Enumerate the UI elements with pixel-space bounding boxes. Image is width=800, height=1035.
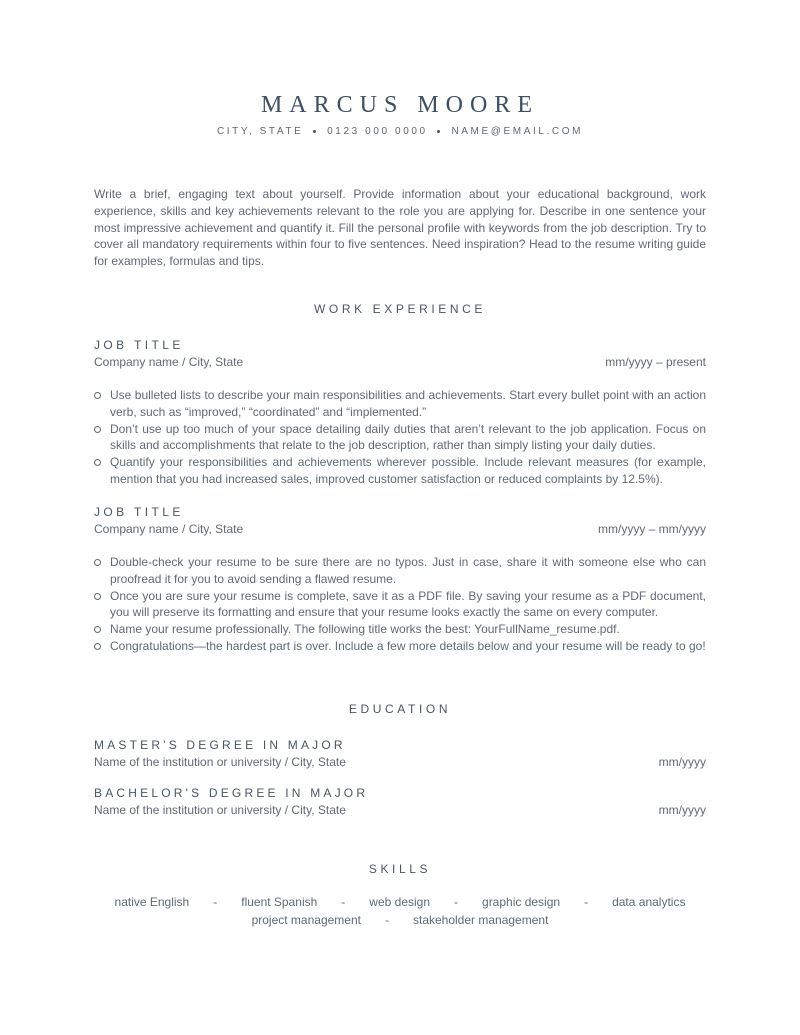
hollow-bullet-icon xyxy=(94,426,101,433)
hollow-bullet-icon xyxy=(94,459,101,466)
job-bullet xyxy=(94,454,706,488)
skill-item: project management xyxy=(251,913,361,927)
education-entry xyxy=(94,737,706,771)
degree-title: BACHELOR'S DEGREE IN MAJOR xyxy=(94,786,369,800)
education-heading: EDUCATION xyxy=(348,702,452,716)
education-institution: Name of the institution or university / City, State xyxy=(94,803,346,817)
hollow-bullet-icon xyxy=(94,559,101,566)
contact-location: CITY, STATE xyxy=(216,126,304,137)
education-entry xyxy=(94,785,706,819)
hollow-bullet-icon xyxy=(94,626,101,633)
skills-heading: SKILLS xyxy=(368,862,432,876)
hollow-bullet-icon xyxy=(94,392,101,399)
job-bullet-text: Name your resume professionally. The following title works the best: YourFullName_resume.pdf. xyxy=(110,622,620,637)
job-bullet-text: Double-check your resume to be sure there are no typos. Just in case, share it with someone else who can proofread it for you to avoid sending a flawed resume. xyxy=(110,555,706,586)
skill-item: web design xyxy=(369,895,431,909)
skills-list xyxy=(94,893,706,929)
job-bullet xyxy=(94,588,706,622)
skill-separator: - xyxy=(454,895,459,909)
job-company: Company name / City, State xyxy=(94,522,244,536)
job-dates: mm/yyyy – present xyxy=(605,355,706,369)
job-dates: mm/yyyy – mm/yyyy xyxy=(598,522,706,536)
skill-separator: - xyxy=(341,895,346,909)
hollow-bullet-icon xyxy=(94,643,101,650)
contact-phone: 0123 000 0000 xyxy=(327,126,428,137)
job-bullet xyxy=(94,387,706,421)
profile-summary: Write a brief, engaging text about yourself. Provide information about your educational background, work experience, skills and key achievements relevant to the role you are applying for. Describe in one sentence your most impressive achievement and quantify it. Fill the personal profile with keywords from the job description. Try to cover all mandatory requirements within four to five sentences. Need inspiration? Head to the resume writing guide for examples, formulas and tips. xyxy=(94,187,706,269)
bullet-separator-icon xyxy=(437,130,440,133)
hollow-bullet-icon xyxy=(94,593,101,600)
job-title: JOB TITLE xyxy=(94,338,184,352)
job-bullet-text: Congratulations—the hardest part is over. Include a few more details below and your resume will be ready to go! xyxy=(110,638,706,653)
job-title: JOB TITLE xyxy=(94,505,184,519)
job-bullet-text: Use bulleted lists to describe your main responsibilities and achievements. Start every bullet point with an action verb, such as “improved,” “coordinated” and “implemented.” xyxy=(110,388,706,419)
candidate-name: MARCUS MOORE xyxy=(260,92,540,118)
degree-title: MASTER'S DEGREE IN MAJOR xyxy=(94,738,346,752)
contact-line xyxy=(0,126,800,137)
skill-item: stakeholder management xyxy=(412,913,549,927)
bullet-separator-icon xyxy=(313,130,316,133)
job-meta-row xyxy=(94,354,706,371)
education-date: mm/yyyy xyxy=(658,803,706,817)
skills-line xyxy=(94,893,706,911)
job-bullet xyxy=(94,638,706,655)
job-bullet xyxy=(94,421,706,455)
job-entry xyxy=(94,504,706,655)
skill-item: fluent Spanish xyxy=(241,895,318,909)
job-meta-row xyxy=(94,521,706,538)
contact-email: NAME@EMAIL.COM xyxy=(451,126,584,137)
job-company: Company name / City, State xyxy=(94,355,244,369)
skill-item: graphic design xyxy=(482,895,561,909)
education-institution: Name of the institution or university / City, State xyxy=(94,755,346,769)
skill-separator: - xyxy=(384,913,389,927)
skill-separator: - xyxy=(213,895,218,909)
job-bullet xyxy=(94,621,706,638)
skill-separator: - xyxy=(584,895,589,909)
job-bullet-list xyxy=(94,387,706,488)
education-date: mm/yyyy xyxy=(658,755,706,769)
education-meta-row xyxy=(94,802,706,819)
job-bullet-text: Quantify your responsibilities and achievements wherever possible. Include relevant measures (for example, mention that you had increased sales, improved customer satisfaction or reduced complaints by 12.5%). xyxy=(110,455,706,486)
skill-item: data analytics xyxy=(612,895,686,909)
job-entry xyxy=(94,337,706,488)
skill-item: native English xyxy=(114,895,190,909)
work-experience-heading: WORK EXPERIENCE xyxy=(313,302,487,316)
skills-line xyxy=(94,911,706,929)
job-bullet xyxy=(94,554,706,588)
job-bullet-text: Once you are sure your resume is complete, save it as a PDF file. By saving your resume as a PDF document, you will preserve its formatting and ensure that your resume looks exactly the same on every computer. xyxy=(110,588,706,620)
education-meta-row xyxy=(94,754,706,771)
job-bullet-text: Don’t use up too much of your space detailing daily duties that aren’t relevant to the job application. Focus on skills and accomplishments that relate to the job description, rather than simply listing your daily duties. xyxy=(110,421,706,453)
job-bullet-list xyxy=(94,554,706,655)
